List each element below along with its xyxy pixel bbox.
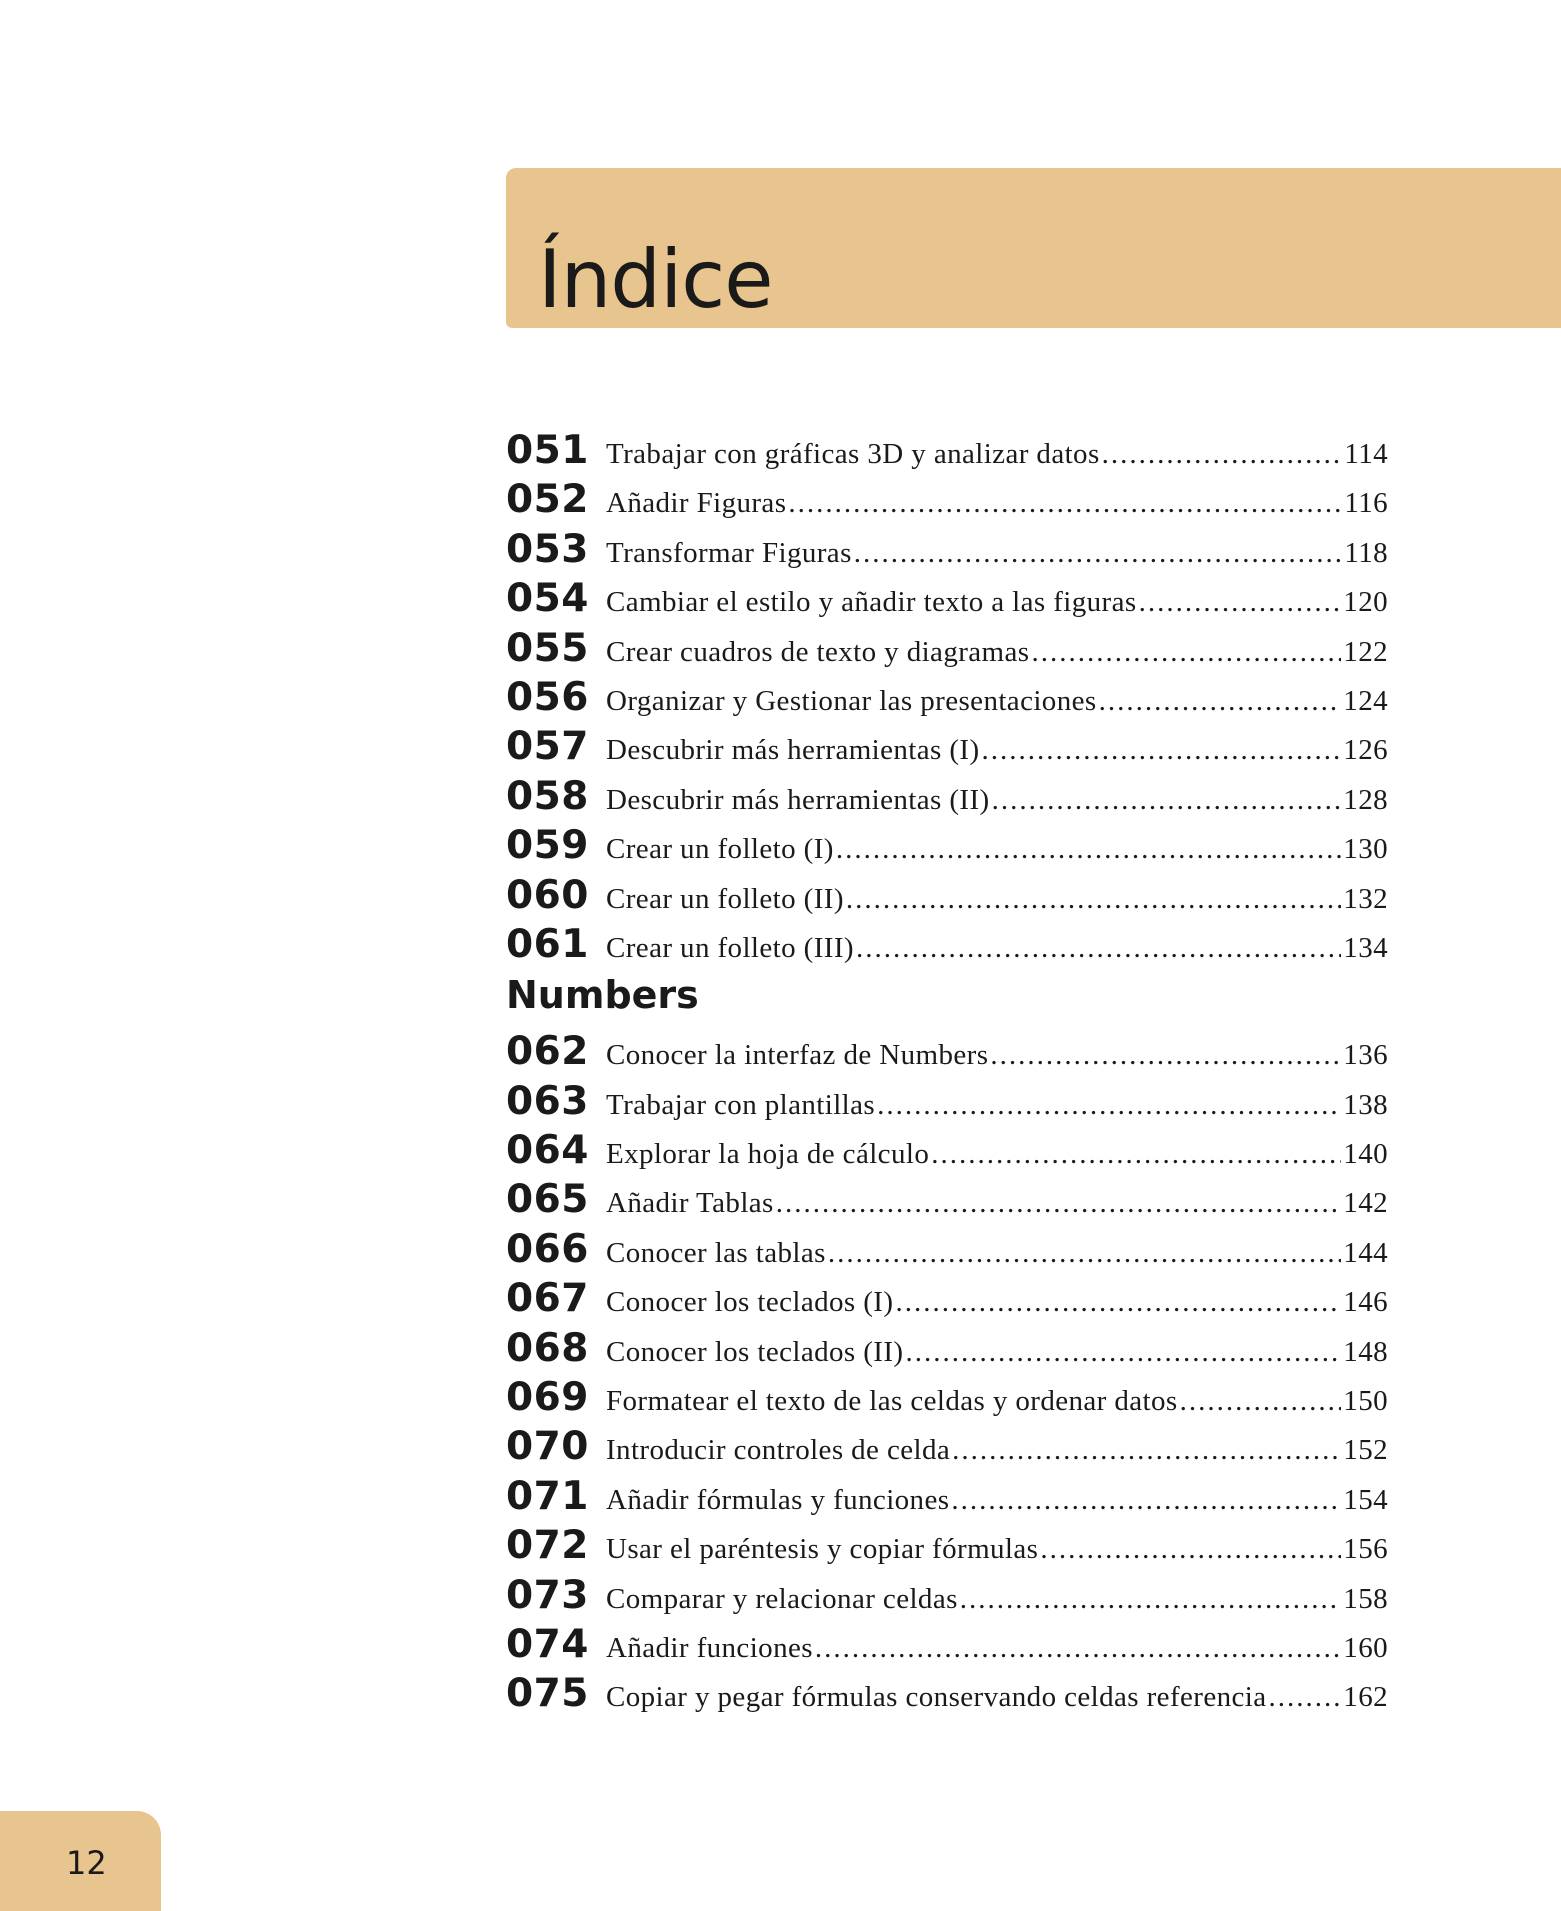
dot-leader bbox=[952, 1434, 1341, 1467]
toc-group-numbers bbox=[506, 1029, 1388, 1720]
title-banner bbox=[506, 168, 1561, 328]
entry-title: Crear cuadros de texto y diagramas bbox=[606, 635, 1030, 668]
entry-title: Crear un folleto (II) bbox=[606, 882, 844, 915]
entry-title: Conocer la interfaz de Numbers bbox=[606, 1039, 989, 1072]
dot-leader bbox=[776, 1187, 1342, 1220]
entry-number: 071 bbox=[506, 1473, 589, 1519]
entry-title-line bbox=[606, 1187, 1388, 1220]
entry-page-number: 144 bbox=[1343, 1236, 1388, 1269]
entry-title: Crear un folleto (III) bbox=[606, 931, 854, 964]
dot-leader bbox=[1031, 636, 1341, 669]
entry-page-number: 130 bbox=[1343, 833, 1388, 866]
toc-entry[interactable] bbox=[506, 1276, 1388, 1325]
entry-title: Transformar Figuras bbox=[606, 536, 852, 569]
dot-leader bbox=[854, 537, 1343, 570]
entry-number: 063 bbox=[506, 1078, 589, 1124]
entry-number: 054 bbox=[506, 576, 589, 622]
entry-page-number: 118 bbox=[1344, 536, 1388, 569]
entry-page-number: 146 bbox=[1343, 1286, 1388, 1319]
entry-title: Comparar y relacionar celdas bbox=[606, 1582, 958, 1615]
entry-title-line bbox=[606, 1138, 1388, 1171]
entry-title-line bbox=[606, 784, 1388, 817]
dot-leader bbox=[846, 883, 1341, 916]
entry-title-line bbox=[606, 1237, 1388, 1270]
entry-title: Añadir Figuras bbox=[606, 487, 787, 520]
toc-entry[interactable] bbox=[506, 1671, 1388, 1720]
entry-page-number: 134 bbox=[1343, 931, 1388, 964]
entry-title: Descubrir más herramientas (I) bbox=[606, 734, 980, 767]
entry-page-number: 158 bbox=[1343, 1582, 1388, 1615]
toc-entry[interactable] bbox=[506, 675, 1388, 724]
toc-entry[interactable] bbox=[506, 626, 1388, 675]
dot-leader bbox=[992, 784, 1342, 817]
entry-title-line bbox=[606, 1336, 1388, 1369]
entry-title-line bbox=[606, 1533, 1388, 1566]
dot-leader bbox=[931, 1138, 1341, 1171]
dot-leader bbox=[877, 1089, 1341, 1122]
entry-page-number: 122 bbox=[1343, 635, 1388, 668]
toc-group-presentations bbox=[506, 428, 1388, 971]
entry-title: Introducir controles de celda bbox=[606, 1434, 951, 1467]
toc-entry[interactable] bbox=[506, 724, 1388, 773]
entry-title-line bbox=[606, 487, 1388, 520]
dot-leader bbox=[1269, 1681, 1342, 1714]
toc-entry[interactable] bbox=[506, 428, 1388, 477]
entry-title: Añadir Tablas bbox=[606, 1187, 774, 1220]
entry-title-line bbox=[606, 1484, 1388, 1517]
dot-leader bbox=[1102, 438, 1343, 471]
dot-leader bbox=[1180, 1385, 1342, 1418]
entry-page-number: 126 bbox=[1343, 734, 1388, 767]
entry-page-number: 128 bbox=[1343, 783, 1388, 816]
entry-title: Trabajar con gráficas 3D y analizar datos bbox=[606, 438, 1100, 470]
entry-number: 061 bbox=[506, 921, 589, 967]
toc-entry[interactable] bbox=[506, 922, 1388, 971]
dot-leader bbox=[788, 487, 1342, 520]
dot-leader bbox=[951, 1484, 1341, 1517]
entry-title: Usar el paréntesis y copiar fórmulas bbox=[606, 1533, 1039, 1566]
dot-leader bbox=[1040, 1533, 1341, 1566]
entry-page-number: 150 bbox=[1343, 1385, 1388, 1418]
entry-title-line bbox=[606, 586, 1388, 619]
entry-number: 060 bbox=[506, 872, 589, 918]
entry-title-line bbox=[606, 1583, 1388, 1616]
dot-leader bbox=[815, 1632, 1341, 1665]
entry-page-number: 160 bbox=[1343, 1631, 1388, 1664]
entry-page-number: 136 bbox=[1343, 1039, 1388, 1072]
page-number-tab bbox=[0, 1811, 161, 1911]
entry-title-line bbox=[606, 1385, 1388, 1418]
entry-title: Añadir fórmulas y funciones bbox=[606, 1483, 950, 1516]
entry-title-line bbox=[606, 1434, 1388, 1467]
toc-entry[interactable] bbox=[506, 1622, 1388, 1671]
entry-title: Cambiar el estilo y añadir texto a las figuras bbox=[606, 586, 1137, 619]
entry-title-line bbox=[606, 537, 1388, 570]
entry-number: 057 bbox=[506, 724, 589, 770]
toc-entry[interactable] bbox=[506, 823, 1388, 872]
entry-title: Conocer las tablas bbox=[606, 1236, 826, 1269]
entry-page-number: 154 bbox=[1343, 1483, 1388, 1516]
entry-number: 051 bbox=[506, 428, 589, 473]
dot-leader bbox=[1139, 586, 1342, 619]
entry-title-line bbox=[606, 734, 1388, 767]
entry-title-line bbox=[606, 1286, 1388, 1319]
entry-title-line bbox=[606, 1632, 1388, 1665]
dot-leader bbox=[960, 1583, 1342, 1616]
entry-title-line bbox=[606, 1039, 1388, 1072]
table-of-contents bbox=[506, 428, 1388, 1721]
entry-number: 056 bbox=[506, 674, 589, 720]
dot-leader bbox=[828, 1237, 1341, 1270]
entry-page-number: 162 bbox=[1343, 1681, 1388, 1714]
section-heading-numbers: Numbers bbox=[506, 973, 699, 1018]
entry-title: Trabajar con plantillas bbox=[606, 1088, 876, 1121]
dot-leader bbox=[836, 833, 1341, 866]
entry-title-line bbox=[606, 932, 1388, 965]
entry-title-line bbox=[606, 636, 1388, 669]
entry-title: Crear un folleto (I) bbox=[606, 833, 834, 866]
toc-entry[interactable] bbox=[506, 477, 1388, 526]
entry-page-number: 138 bbox=[1343, 1088, 1388, 1121]
toc-entry[interactable] bbox=[506, 1523, 1388, 1572]
entry-number: 072 bbox=[506, 1523, 589, 1569]
toc-entry[interactable] bbox=[506, 1375, 1388, 1424]
entry-number: 062 bbox=[506, 1029, 589, 1075]
entry-number: 066 bbox=[506, 1226, 589, 1272]
dot-leader bbox=[990, 1039, 1341, 1072]
entry-title: Conocer los teclados (II) bbox=[606, 1335, 904, 1368]
entry-title-line bbox=[606, 883, 1388, 916]
entry-number: 073 bbox=[506, 1572, 589, 1618]
entry-number: 053 bbox=[506, 526, 589, 572]
toc-entry[interactable] bbox=[506, 774, 1388, 823]
entry-number: 065 bbox=[506, 1177, 589, 1223]
entry-title-line bbox=[606, 1681, 1388, 1714]
entry-title: Explorar la hoja de cálculo bbox=[606, 1138, 930, 1171]
entry-number: 059 bbox=[506, 823, 589, 869]
entry-page-number: 148 bbox=[1343, 1335, 1388, 1368]
entry-page-number: 114 bbox=[1344, 438, 1388, 470]
page-number: 12 bbox=[66, 1844, 107, 1882]
dot-leader bbox=[856, 932, 1341, 965]
entry-page-number: 120 bbox=[1343, 586, 1388, 619]
dot-leader bbox=[982, 734, 1342, 767]
entry-number: 068 bbox=[506, 1325, 589, 1371]
entry-page-number: 132 bbox=[1343, 882, 1388, 915]
entry-page-number: 140 bbox=[1343, 1138, 1388, 1171]
entry-number: 064 bbox=[506, 1128, 589, 1174]
toc-entry[interactable] bbox=[506, 576, 1388, 625]
toc-entry[interactable] bbox=[506, 1227, 1388, 1276]
entry-title-line bbox=[606, 1089, 1388, 1122]
entry-title-line bbox=[606, 685, 1388, 718]
toc-entry[interactable] bbox=[506, 1474, 1388, 1523]
entry-number: 074 bbox=[506, 1621, 589, 1667]
entry-title: Organizar y Gestionar las presentaciones bbox=[606, 684, 1097, 717]
toc-entry[interactable] bbox=[506, 527, 1388, 576]
entry-page-number: 124 bbox=[1343, 684, 1388, 717]
entry-title: Formatear el texto de las celdas y ordenar datos bbox=[606, 1385, 1178, 1418]
entry-number: 069 bbox=[506, 1375, 589, 1421]
entry-page-number: 116 bbox=[1344, 487, 1388, 520]
entry-title: Conocer los teclados (I) bbox=[606, 1286, 894, 1319]
dot-leader bbox=[895, 1286, 1341, 1319]
entry-title: Añadir funciones bbox=[606, 1631, 813, 1664]
toc-entry[interactable] bbox=[506, 1128, 1388, 1177]
entry-page-number: 152 bbox=[1343, 1434, 1388, 1467]
toc-entry[interactable] bbox=[506, 1424, 1388, 1473]
entry-number: 052 bbox=[506, 477, 589, 523]
entry-number: 055 bbox=[506, 625, 589, 671]
entry-page-number: 156 bbox=[1343, 1533, 1388, 1566]
entry-title: Copiar y pegar fórmulas conservando celdas referencia bbox=[606, 1681, 1267, 1714]
entry-number: 070 bbox=[506, 1424, 589, 1470]
toc-entry[interactable] bbox=[506, 873, 1388, 922]
dot-leader bbox=[1099, 685, 1342, 718]
toc-entry[interactable] bbox=[506, 1177, 1388, 1226]
toc-entry[interactable] bbox=[506, 1029, 1388, 1078]
entry-title-line bbox=[606, 438, 1388, 471]
toc-entry[interactable] bbox=[506, 1573, 1388, 1622]
entry-number: 075 bbox=[506, 1671, 589, 1717]
entry-title-line bbox=[606, 833, 1388, 866]
toc-entry[interactable] bbox=[506, 1079, 1388, 1128]
entry-number: 058 bbox=[506, 773, 589, 819]
entry-page-number: 142 bbox=[1343, 1187, 1388, 1220]
entry-number: 067 bbox=[506, 1276, 589, 1322]
dot-leader bbox=[905, 1336, 1341, 1369]
page-title: Índice bbox=[538, 233, 773, 326]
toc-entry[interactable] bbox=[506, 1326, 1388, 1375]
entry-title: Descubrir más herramientas (II) bbox=[606, 783, 990, 816]
